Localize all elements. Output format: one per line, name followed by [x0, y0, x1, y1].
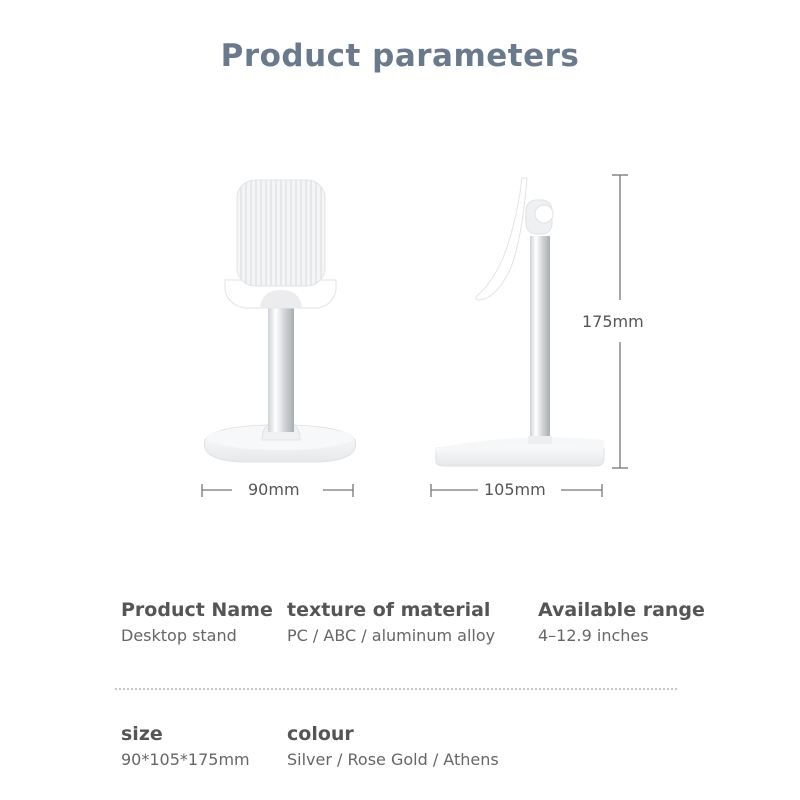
spec-value-product-name: Desktop stand	[121, 626, 237, 645]
spec-label-product-name: Product Name	[121, 599, 273, 621]
width-dimension-label: 90mm	[248, 480, 300, 499]
spec-label-colour: colour	[287, 723, 354, 745]
spec-value-available-range: 4–12.9 inches	[538, 626, 649, 645]
page-title: Product parameters	[220, 38, 580, 74]
side-view-stand	[436, 178, 604, 466]
section-divider	[115, 688, 677, 690]
height-dimension-label: 175mm	[582, 312, 644, 331]
depth-dimension-label: 105mm	[484, 480, 546, 499]
spec-label-size: size	[121, 723, 163, 745]
spec-value-size: 90*105*175mm	[121, 750, 250, 769]
front-view-stand	[204, 180, 355, 462]
spec-value-colour: Silver / Rose Gold / Athens	[287, 750, 499, 769]
spec-label-available-range: Available range	[538, 599, 705, 621]
spec-label-material: texture of material	[287, 599, 491, 621]
spec-value-material: PC / ABC / aluminum alloy	[287, 626, 496, 645]
